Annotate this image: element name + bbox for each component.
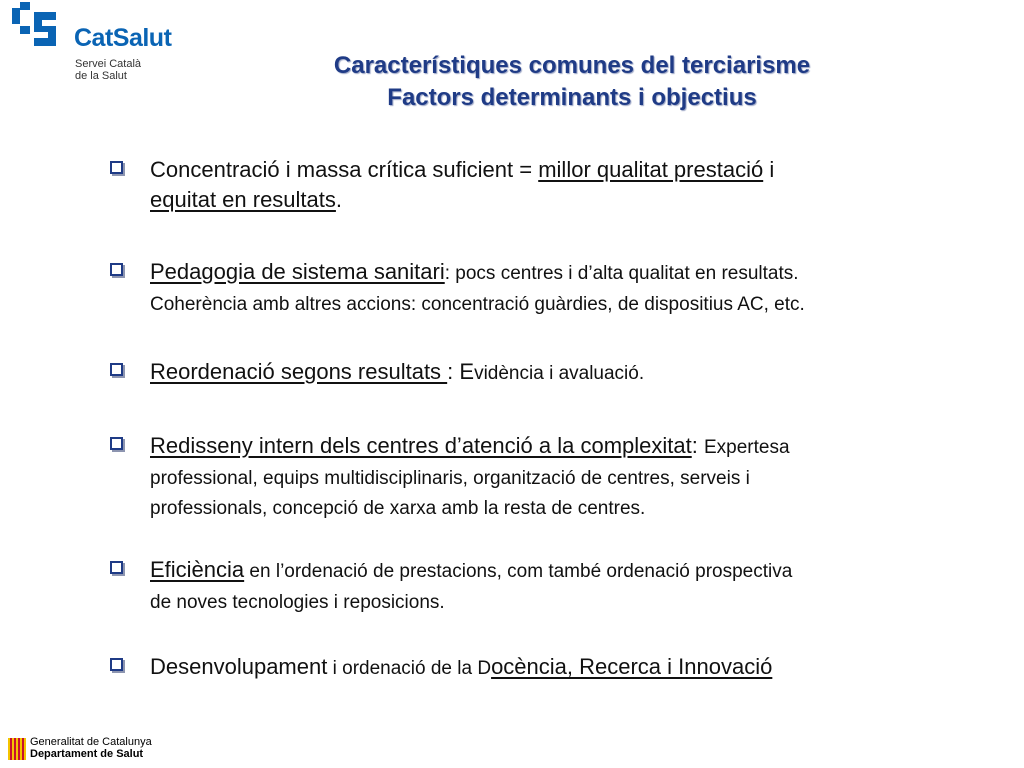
checkbox-bullet-icon	[110, 363, 123, 376]
checkbox-bullet-icon	[110, 437, 123, 450]
checkbox-bullet-icon	[110, 161, 123, 174]
bullet-item: Eficiència en l’ordenació de prestacions, com també ordenació prospectiva de noves tecnologies i reposicions.	[110, 555, 792, 618]
catsalut-logo-icon	[12, 2, 72, 54]
senyera-icon	[8, 738, 26, 760]
checkbox-bullet-icon	[110, 561, 123, 574]
bullet-item: Concentració i massa crítica suficient = millor qualitat prestació i equitat en resultats.	[110, 155, 774, 215]
catsalut-logo	[12, 2, 212, 92]
slide-title	[200, 50, 944, 114]
bullet-item: Reordenació segons resultats : Evidència i avaluació.	[110, 357, 644, 390]
title-line-2: Factors determinants i objectius	[387, 84, 757, 111]
bullet-item: Redisseny intern dels centres d’atenció a la complexitat: Expertesa professional, equips multidisciplinaris, organització de centres, serveis i professionals, concepció de xarxa amb la resta de centres.	[110, 431, 790, 524]
checkbox-bullet-icon	[110, 263, 123, 276]
logo-name: CatSalut	[74, 24, 172, 52]
footer-text: Generalitat de Catalunya Departament de Salut	[30, 736, 152, 760]
checkbox-bullet-icon	[110, 658, 123, 671]
title-line-1: Característiques comunes del terciarisme	[333, 52, 811, 79]
bullet-item: Desenvolupament i ordenació de la Docència, Recerca i Innovació	[110, 652, 772, 685]
bullet-item: Pedagogia de sistema sanitari: pocs centres i d’alta qualitat en resultats. Coherència amb altres accions: concentració guàrdies, de dispositius AC, etc.	[110, 257, 805, 320]
logo-subtitle: Servei Català de la Salut	[75, 58, 142, 82]
